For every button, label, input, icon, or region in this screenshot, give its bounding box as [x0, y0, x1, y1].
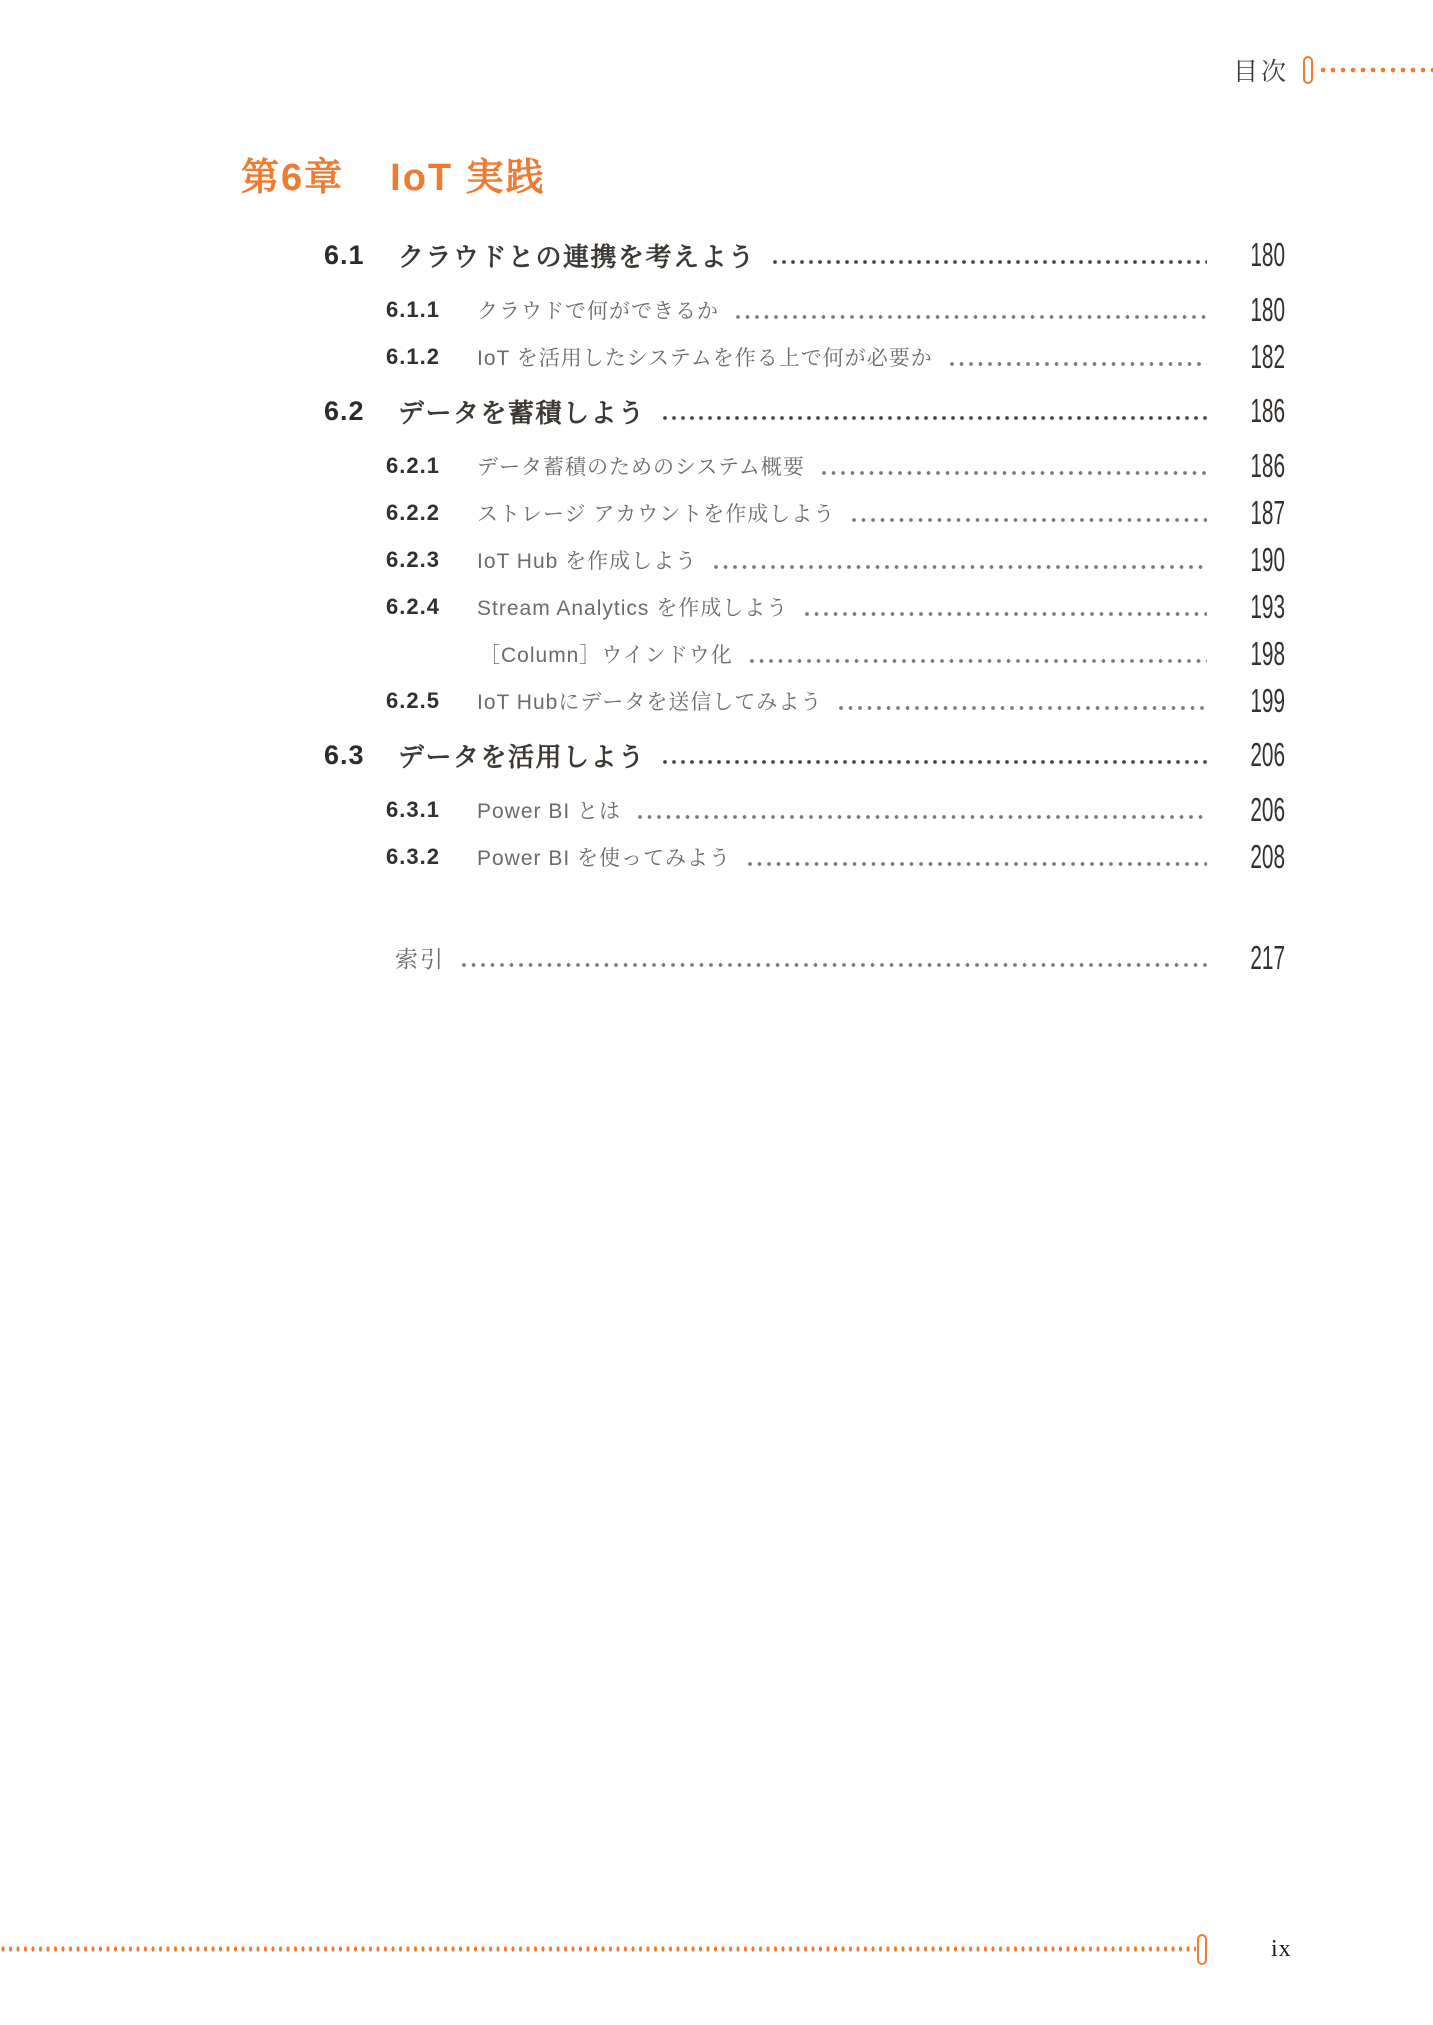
toc-entry-number: 6.2.3 [386, 546, 440, 572]
toc-entry-column [324, 630, 1285, 677]
header-title: 目次 [1232, 58, 1289, 86]
dot-leader [662, 414, 1207, 422]
toc-entry-number: 6.1.2 [386, 343, 440, 369]
toc-entry-page: 187 [1250, 493, 1285, 531]
dot-leader [851, 516, 1207, 524]
toc-entry-6-1-1 [324, 286, 1285, 333]
toc-entry-number: 6.3.2 [386, 843, 440, 869]
toc-entry-6-3-1 [324, 786, 1285, 833]
dot-leader [735, 313, 1207, 321]
dot-leader [804, 610, 1207, 618]
dot-leader [838, 704, 1207, 712]
toc-entry-page: 186 [1250, 392, 1285, 429]
dot-leader [747, 860, 1207, 868]
toc-entry-title: IoT Hubにデータを送信してみよう [477, 690, 823, 714]
toc-entry-page: 198 [1250, 634, 1285, 672]
toc-entry-page: 199 [1250, 681, 1285, 719]
toc-list [324, 224, 1285, 981]
footer-dot-leader-icon [0, 1945, 1196, 1953]
toc-entry-page: 180 [1250, 236, 1285, 273]
toc-entry-number: 6.2.1 [386, 452, 440, 478]
dot-leader [949, 360, 1207, 368]
page-header [1233, 52, 1433, 88]
toc-entry-title: ストレージ アカウントを作成しよう [477, 502, 836, 526]
toc-entry-page: 182 [1250, 337, 1285, 375]
toc-entry-title: IoT を活用したシステムを作る上で何が必要か [477, 346, 933, 370]
toc-entry-index [324, 934, 1285, 981]
dot-leader [637, 813, 1207, 821]
dot-leader [821, 469, 1207, 477]
toc-entry-6-2-3 [324, 536, 1285, 583]
dot-leader [713, 563, 1207, 571]
toc-entry-title: IoT Hub を作成しよう [477, 549, 698, 573]
toc-entry-6-1-2 [324, 333, 1285, 380]
toc-entry-number: 6.2 [324, 395, 365, 426]
chapter-number: 第6章 [241, 157, 345, 199]
toc-entry-6-1 [324, 224, 1285, 286]
toc-entry-page: 193 [1250, 587, 1285, 625]
toc-entry-6-2-2 [324, 489, 1285, 536]
chapter-title: IoT 実践 [390, 157, 546, 199]
toc-entry-6-2-5 [324, 677, 1285, 724]
toc-entry-title: データ蓄積のためのシステム概要 [477, 455, 805, 479]
toc-entry-number: 6.2.5 [386, 687, 440, 713]
chapter-heading [241, 146, 546, 201]
toc-entry-title: ［Column］ウインドウ化 [479, 643, 733, 667]
toc-entry-6-3-2 [324, 833, 1285, 880]
toc-entry-number: 6.3.1 [386, 796, 440, 822]
toc-entry-number: 6.3 [324, 739, 365, 770]
toc-entry-page: 208 [1250, 837, 1285, 875]
toc-entry-6-2-4 [324, 583, 1285, 630]
capsule-ornament-icon [1303, 56, 1313, 84]
toc-entry-title: データを活用しよう [398, 741, 646, 772]
folio-page-number: ix [1271, 1935, 1292, 1962]
capsule-ornament-icon [1197, 1934, 1207, 1965]
dot-leader [772, 258, 1207, 266]
toc-entry-page: 217 [1250, 938, 1285, 976]
toc-entry-number: 6.2.2 [386, 499, 440, 525]
toc-entry-title: データを蓄積しよう [398, 397, 646, 428]
toc-entry-title: Stream Analytics を作成しよう [477, 596, 789, 620]
page-footer [0, 1933, 1433, 1965]
toc-entry-number: 6.1 [324, 239, 365, 270]
header-dot-leader-icon [1319, 66, 1433, 74]
dot-leader [461, 961, 1207, 969]
toc-entry-title: Power BI を使ってみよう [477, 846, 732, 870]
toc-entry-title: Power BI とは [477, 799, 622, 823]
toc-entry-6-3 [324, 724, 1285, 786]
toc-entry-6-2 [324, 380, 1285, 442]
toc-entry-6-2-1 [324, 442, 1285, 489]
toc-entry-number: 6.1.1 [386, 296, 440, 322]
toc-entry-page: 180 [1250, 290, 1285, 328]
toc-entry-page: 186 [1250, 446, 1285, 484]
toc-entry-title: クラウドとの連携を考えよう [398, 241, 756, 272]
toc-entry-page: 190 [1250, 540, 1285, 578]
dot-leader [749, 657, 1207, 665]
toc-entry-title: クラウドで何ができるか [477, 299, 719, 323]
toc-entry-page: 206 [1250, 790, 1285, 828]
toc-entry-page: 206 [1250, 736, 1285, 773]
toc-entry-number: 6.2.4 [386, 593, 440, 619]
dot-leader [662, 758, 1207, 766]
toc-entry-title: 索引 [395, 946, 445, 972]
